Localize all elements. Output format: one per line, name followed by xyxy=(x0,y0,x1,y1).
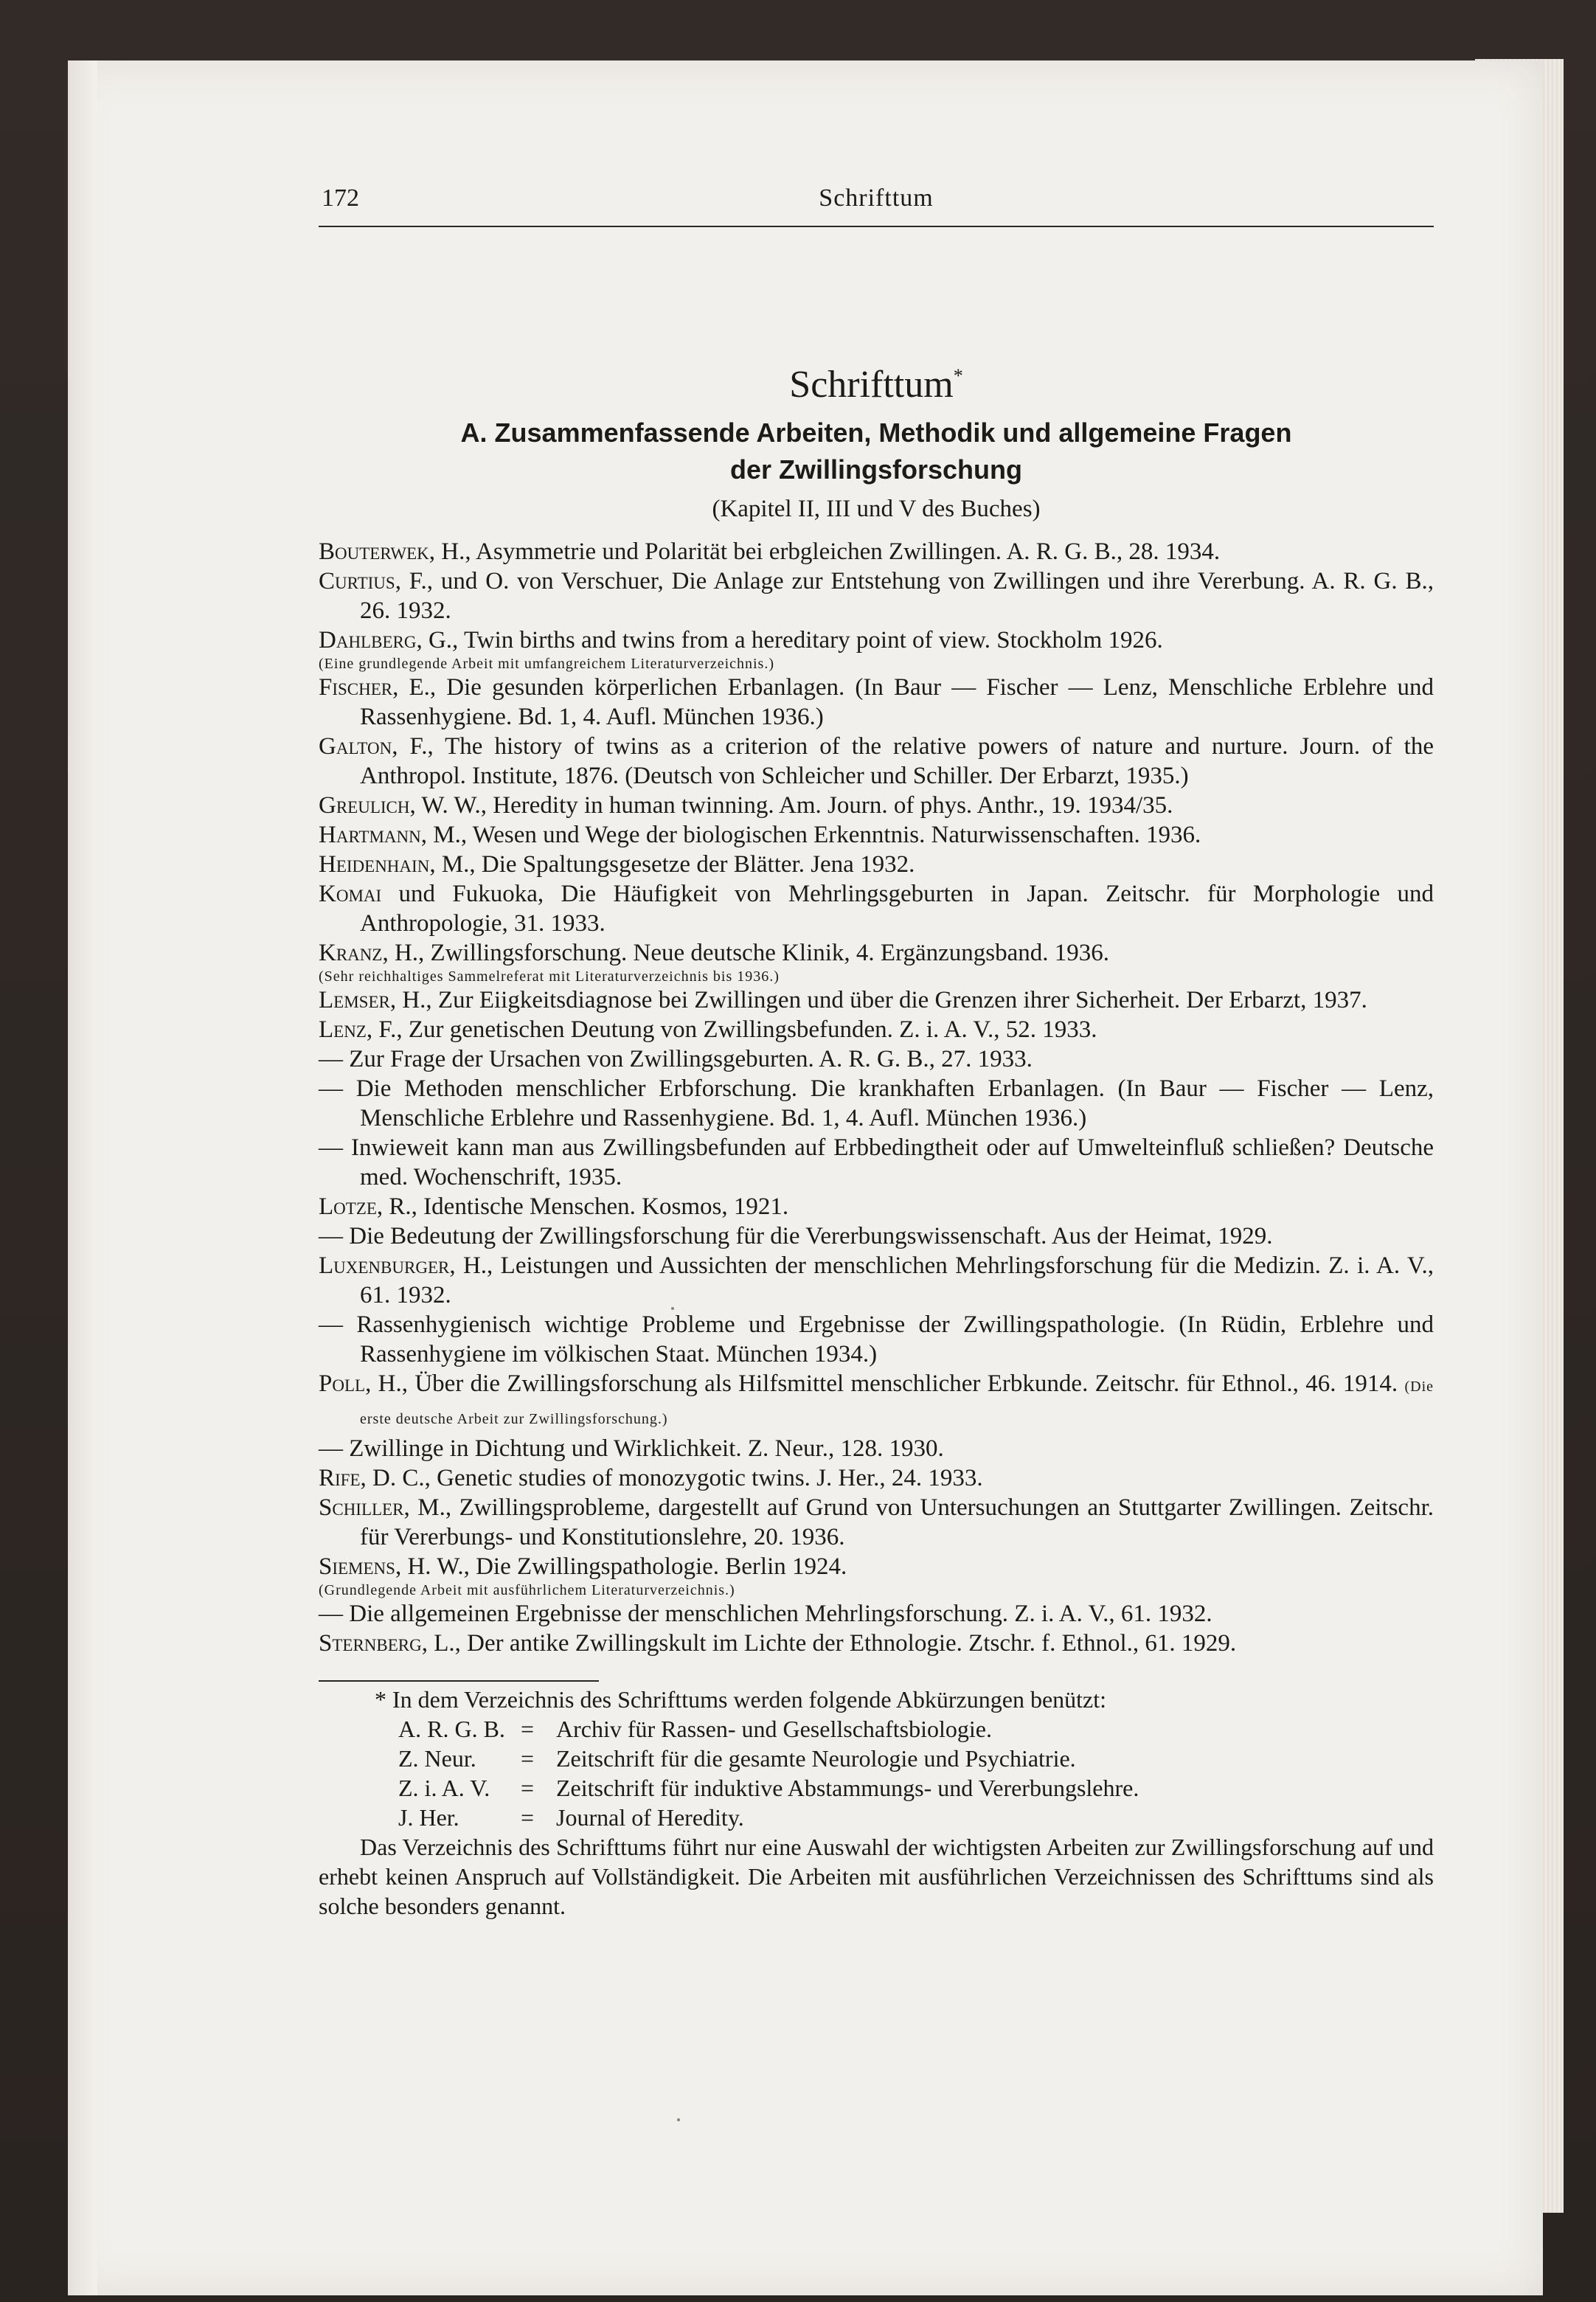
bibliography-entry xyxy=(319,1369,1434,1434)
abbreviation-row xyxy=(319,1744,1434,1773)
entry-author: — xyxy=(319,1601,343,1627)
footnote-intro: * In dem Verzeichnis des Schrifttums werden folgende Abkürzungen benützt: xyxy=(375,1686,1107,1713)
entry-note: (Sehr reichhaltiges Sammelreferat mit Literaturverzeichnis bis 1936.) xyxy=(319,968,780,985)
entry-text: , F., The history of twins as a criterion of the relative powers of nature and nurture. Journ. of the Anthropol. Institute, 1876. (Deutsch von Schleicher und Schiller. Der Erbarzt, 1935.) xyxy=(360,733,1434,789)
entry-author: Bouterwek xyxy=(319,538,429,565)
entry-text: , R., Identische Menschen. Kosmos, 1921. xyxy=(376,1193,789,1220)
entry-text: , G., Twin births and twins from a hereditary point of view. Stockholm 1926. xyxy=(416,627,1163,653)
entry-author: Komai xyxy=(319,881,382,907)
paper-speck xyxy=(677,2118,680,2121)
entry-author: — xyxy=(319,1046,343,1072)
bibliography-entry xyxy=(319,625,1434,673)
abbreviation-list xyxy=(319,1714,1434,1832)
entry-author: Luxenburger xyxy=(319,1252,450,1279)
bibliography-entry xyxy=(319,820,1434,850)
entry-author: Sternberg xyxy=(319,1630,422,1657)
running-title: Schrifttum xyxy=(819,184,934,212)
entry-text: , E., Die gesunden körperlichen Erbanlagen. (In Baur — Fischer — Lenz, Menschliche Erblehre und Rassenhygiene. Bd. 1, 4. Aufl. München 1936.) xyxy=(360,674,1434,730)
abbreviation-meaning: Archiv für Rassen- und Gesellschaftsbiologie. xyxy=(556,1716,992,1742)
entry-text: , H., Asymmetrie und Polarität bei erbgleichen Zwillingen. A. R. G. B., 28. 1934. xyxy=(429,538,1221,565)
entry-text: , M., Die Spaltungsgesetze der Blätter. Jena 1932. xyxy=(429,851,915,878)
entry-author: Poll xyxy=(319,1370,366,1397)
footnote-divider xyxy=(319,1680,599,1682)
entry-author: Galton xyxy=(319,733,392,760)
section-heading xyxy=(319,415,1434,488)
bibliography-entry xyxy=(319,673,1434,732)
entry-author: Heidenhain xyxy=(319,851,430,878)
bibliography-entry xyxy=(319,1629,1434,1658)
entry-text: , H., Über die Zwillingsforschung als Hilfsmittel menschlicher Erbkunde. Zeitschr. für Ethnol., 46. 1914. xyxy=(365,1370,1398,1397)
abbreviation-row xyxy=(319,1773,1434,1803)
entry-text: , F., und O. von Verschuer, Die Anlage zur Entstehung von Zwillingen und ihre Vererbung. A. R. G. B., 26. 1932. xyxy=(360,568,1434,624)
entry-text: Rassenhygienisch wichtige Probleme und Ergebnisse der Zwillingspathologie. (In Rüdin, Erblehre und Rassenhygiene im völkischen Staat. München 1934.) xyxy=(343,1311,1434,1367)
page-number: 172 xyxy=(322,184,359,212)
entry-author: Rife xyxy=(319,1465,361,1491)
abbreviation-meaning: Journal of Heredity. xyxy=(556,1804,744,1831)
entry-author: Lemser xyxy=(319,987,390,1013)
abbreviation: J. Her. xyxy=(398,1804,459,1831)
entry-author: Schiller xyxy=(319,1494,404,1521)
entry-author: Hartmann xyxy=(319,822,421,848)
entry-note: (Die erste deutsche Arbeit zur Zwillingsforschung.) xyxy=(360,1379,1434,1427)
entry-author: — xyxy=(319,1223,343,1249)
bibliography-entry xyxy=(319,566,1434,625)
page-title xyxy=(319,354,1434,407)
entry-author: Lenz xyxy=(319,1016,367,1043)
bibliography-entry xyxy=(319,1434,1434,1463)
equals-sign: = xyxy=(521,1804,535,1831)
page-spine-shadow xyxy=(68,60,97,2295)
abbreviation: A. R. G. B. xyxy=(398,1716,505,1742)
entry-author: Siemens xyxy=(319,1553,395,1580)
abbreviation-meaning: Zeitschrift für die gesamte Neurologie und Psychiatrie. xyxy=(556,1745,1076,1772)
section-heading-line1: A. Zusammenfassende Arbeiten, Methodik und allgemeine Fragen xyxy=(460,417,1292,448)
entry-author: Curtius xyxy=(319,568,395,594)
entry-text: , H., Zwillingsforschung. Neue deutsche Klinik, 4. Ergänzungsband. 1936. xyxy=(382,940,1110,966)
entry-author: Dahlberg xyxy=(319,627,417,653)
bibliography-entry xyxy=(319,879,1434,938)
entry-author: Fischer xyxy=(319,674,393,701)
footnote-closing: Das Verzeichnis des Schrifttums führt nur eine Auswahl der wichtigsten Arbeiten zur Zwillingsforschung auf und erhebt keinen Anspruch auf Vollständigkeit. Die Arbeiten mit ausführlichen Verzeichnissen des Schrifttums sind als solche besonders genannt. xyxy=(319,1834,1434,1919)
bibliography-entry xyxy=(319,850,1434,879)
entry-text: und Fukuoka, Die Häufigkeit von Mehrlingsgeburten in Japan. Zeitschr. für Morphologie und Anthropologie, 31. 1933. xyxy=(360,881,1434,937)
entry-text: Die allgemeinen Ergebnisse der menschlichen Mehrlingsforschung. Z. i. A. V., 61. 1932. xyxy=(343,1601,1212,1627)
entry-text: , H., Leistungen und Aussichten der menschlichen Mehrlingsforschung für die Medizin. Z. i. A. V., 61. 1932. xyxy=(360,1252,1434,1308)
running-head xyxy=(319,177,1434,227)
entry-note: (Eine grundlegende Arbeit mit umfangreichem Literaturverzeichnis.) xyxy=(319,656,775,672)
bibliography-entry xyxy=(319,537,1434,566)
entry-text: Inwieweit kann man aus Zwillingsbefunden auf Erbbedingtheit oder auf Umwelteinfluß schließen? Deutsche med. Wochenschrift, 1935. xyxy=(343,1134,1434,1190)
bibliography-entry xyxy=(319,1463,1434,1493)
entry-text: Zur Frage der Ursachen von Zwillingsgeburten. A. R. G. B., 27. 1933. xyxy=(343,1046,1033,1072)
entry-text: Die Bedeutung der Zwillingsforschung für die Vererbungswissenschaft. Aus der Heimat, 1929. xyxy=(343,1223,1273,1249)
bibliography-entry xyxy=(319,1074,1434,1133)
footnote xyxy=(319,1685,1434,1921)
entry-author: Lotze xyxy=(319,1193,377,1220)
bibliography-list xyxy=(319,537,1434,1658)
entry-text: , H. W., Die Zwillingspathologie. Berlin 1924. xyxy=(395,1553,847,1580)
equals-sign: = xyxy=(521,1775,535,1801)
section-heading-line2: der Zwillingsforschung xyxy=(729,454,1023,485)
section-subheading: (Kapitel II, III und V des Buches) xyxy=(712,496,1041,522)
abbreviation-meaning: Zeitschrift für induktive Abstammungs- und Vererbungslehre. xyxy=(556,1775,1139,1801)
bibliography-entry xyxy=(319,791,1434,820)
entry-author: Greulich xyxy=(319,792,410,819)
entry-author: — xyxy=(319,1134,343,1161)
abbreviation: Z. Neur. xyxy=(398,1745,476,1772)
equals-sign: = xyxy=(521,1716,535,1742)
entry-text: , M., Wesen und Wege der biologischen Erkenntnis. Naturwissenschaften. 1936. xyxy=(420,822,1201,848)
equals-sign: = xyxy=(521,1745,535,1772)
entry-text: , M., Zwillingsprobleme, dargestellt auf Grund von Untersuchungen an Stuttgarter Zwillingen. Zeitschr. für Vererbungs- und Konstitutionslehre, 20. 1936. xyxy=(360,1494,1434,1550)
abbreviation-row xyxy=(319,1803,1434,1832)
bibliography-entry xyxy=(319,1221,1434,1251)
entry-text: , L., Der antike Zwillingskult im Lichte der Ethnologie. Ztschr. f. Ethnol., 61. 1929. xyxy=(421,1630,1237,1657)
bibliography-entry xyxy=(319,1251,1434,1310)
entry-author: Kranz xyxy=(319,940,383,966)
bibliography-entry xyxy=(319,1044,1434,1074)
bibliography-entry xyxy=(319,1192,1434,1221)
bibliography-entry xyxy=(319,1493,1434,1552)
abbreviation: Z. i. A. V. xyxy=(398,1775,490,1801)
entry-text: Die Methoden menschlicher Erbforschung. Die krankhaften Erbanlagen. (In Baur — Fischer — Lenz, Menschliche Erblehre und Rassenhygiene. Bd. 1, 4. Aufl. München 1936.) xyxy=(343,1075,1434,1131)
bibliography-entry xyxy=(319,985,1434,1015)
page-content xyxy=(319,177,1434,1921)
entry-text: , H., Zur Eiigkeitsdiagnose bei Zwillingen und über die Grenzen ihrer Sicherheit. Der Erbarzt, 1937. xyxy=(389,987,1367,1013)
entry-author: — xyxy=(319,1435,343,1462)
footnote-marker: * xyxy=(953,365,963,386)
entry-author: — xyxy=(319,1311,343,1338)
entry-text: Zwillinge in Dichtung und Wirklichkeit. Z. Neur., 128. 1930. xyxy=(343,1435,944,1462)
entry-text: , F., Zur genetischen Deutung von Zwillingsbefunden. Z. i. A. V., 52. 1933. xyxy=(366,1016,1097,1043)
entry-text: , D. C., Genetic studies of monozygotic twins. J. Her., 24. 1933. xyxy=(360,1465,983,1491)
bibliography-entry xyxy=(319,1015,1434,1044)
abbreviation-row xyxy=(319,1714,1434,1744)
entry-note: (Grundlegende Arbeit mit ausführlichem Literaturverzeichnis.) xyxy=(319,1582,735,1598)
bibliography-entry xyxy=(319,938,1434,985)
bibliography-entry xyxy=(319,1133,1434,1192)
bibliography-entry xyxy=(319,732,1434,791)
entry-author: — xyxy=(319,1075,343,1102)
bibliography-entry xyxy=(319,1552,1434,1599)
bibliography-entry xyxy=(319,1310,1434,1369)
bibliography-entry xyxy=(319,1599,1434,1629)
entry-text: , W. W., Heredity in human twinning. Am. Journ. of phys. Anthr., 19. 1934/35. xyxy=(409,792,1173,819)
page-title-text: Schrifttum xyxy=(789,364,954,406)
